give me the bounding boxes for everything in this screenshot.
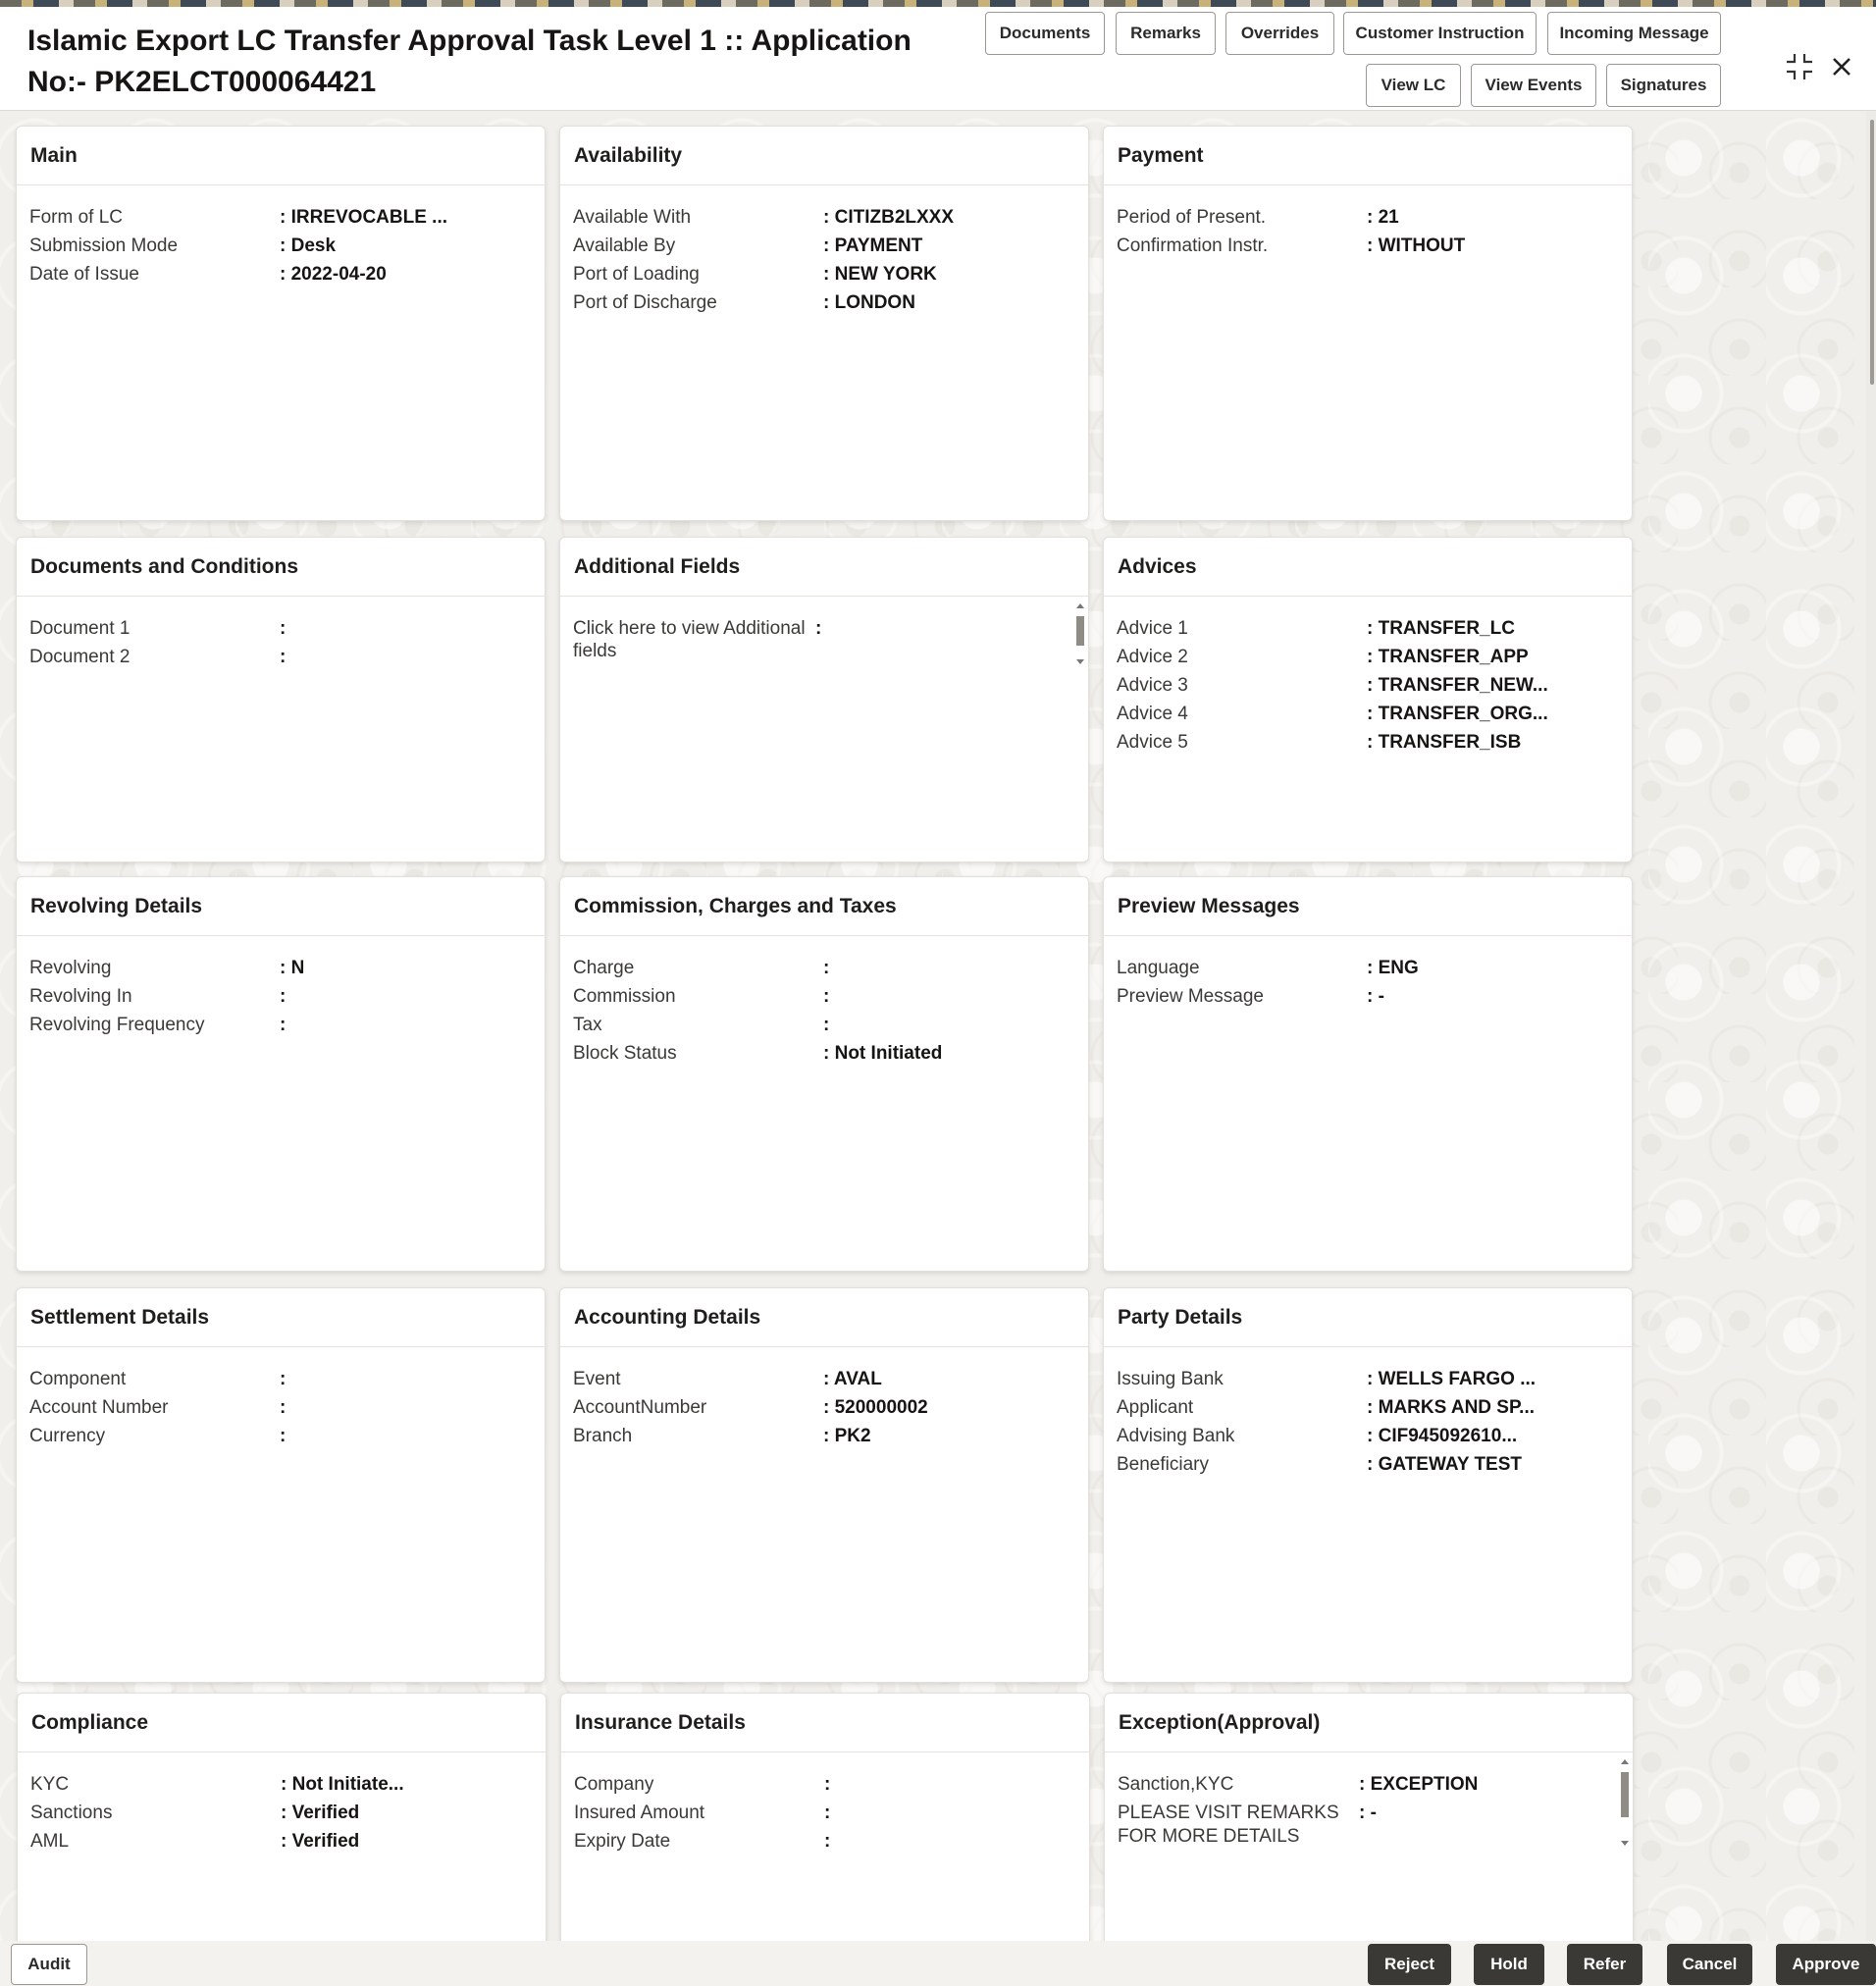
row-label: Charge [573, 958, 635, 978]
component-row [29, 1365, 545, 1393]
revolving-details-card [16, 876, 546, 1272]
kyc-row [30, 1770, 546, 1799]
issuing-bank-row [1117, 1365, 1632, 1393]
row-label: AML [30, 1831, 70, 1852]
revolving-row [29, 954, 545, 982]
preview-messages-card [1103, 876, 1633, 1272]
view-lc-button[interactable]: View LC [1366, 64, 1461, 107]
remarks-button[interactable]: Remarks [1116, 12, 1216, 55]
row-label: Document 1 [29, 618, 130, 639]
commission-card-title: Commission, Charges and Taxes [560, 877, 1088, 936]
sanctions-row [30, 1799, 546, 1827]
page-scrollbar[interactable] [1866, 111, 1876, 1941]
availability-card-title: Availability [560, 127, 1088, 185]
row-value: : Not Initiated [823, 1043, 943, 1064]
row-value: : TRANSFER_ISB [1367, 732, 1522, 753]
row-value: : Verified [281, 1831, 360, 1852]
row-label: Sanctions [30, 1803, 113, 1823]
row-value: : CITIZB2LXXX [823, 207, 955, 228]
preview-messages-card-title: Preview Messages [1104, 877, 1632, 936]
row-value: : [280, 1015, 287, 1035]
row-value: : [280, 1369, 287, 1389]
audit-button[interactable]: Audit [11, 1944, 87, 1985]
row-value: : LONDON [823, 292, 915, 313]
row-label: Port of Discharge [573, 292, 717, 313]
row-value: : [280, 1397, 287, 1418]
advice-4-row [1117, 700, 1632, 728]
row-value: : [824, 1774, 831, 1795]
row-value: : WITHOUT [1367, 235, 1466, 256]
view-events-button[interactable]: View Events [1471, 64, 1596, 107]
applicant-row [1117, 1393, 1632, 1422]
revolving-in-row [29, 982, 545, 1011]
main-card [16, 126, 546, 521]
row-label: Expiry Date [574, 1831, 671, 1852]
main-card-title: Main [17, 127, 545, 185]
refer-button[interactable]: Refer [1567, 1944, 1642, 1985]
row-label: Beneficiary [1117, 1454, 1209, 1475]
row-value: : [280, 1426, 287, 1446]
content-area [0, 111, 1876, 1941]
signatures-button[interactable]: Signatures [1606, 64, 1721, 107]
row-value: : [823, 958, 830, 978]
row-value: : 2022-04-20 [280, 264, 387, 285]
insurance-details-card [560, 1693, 1090, 1941]
row-label: Submission Mode [29, 235, 179, 256]
insurance-details-card-title: Insurance Details [561, 1694, 1089, 1752]
aml-row [30, 1827, 546, 1855]
additional-fields-row[interactable] [573, 614, 1088, 662]
available-with-row [573, 203, 1088, 232]
row-value: : GATEWAY TEST [1367, 1454, 1523, 1475]
block-status-row [573, 1039, 1088, 1068]
account-number-row [29, 1393, 545, 1422]
incoming-message-button[interactable]: Incoming Message [1547, 12, 1721, 55]
row-value: : [280, 618, 287, 639]
row-value: : - [1359, 1803, 1377, 1823]
charge-row [573, 954, 1088, 982]
branch-row [573, 1422, 1088, 1450]
commission-row [573, 982, 1088, 1011]
row-value: : TRANSFER_LC [1367, 618, 1515, 639]
row-value: : TRANSFER_NEW... [1367, 675, 1548, 696]
row-label: Advice 4 [1117, 704, 1188, 724]
row-value: : PAYMENT [823, 235, 923, 256]
row-label: Block Status [573, 1043, 677, 1064]
row-value: : [823, 986, 830, 1007]
payment-card-title: Payment [1104, 127, 1632, 185]
accounting-account-number-row [573, 1393, 1088, 1422]
row-value: : 21 [1367, 207, 1399, 228]
settlement-details-card-title: Settlement Details [17, 1288, 545, 1347]
documents-conditions-card-title: Documents and Conditions [17, 538, 545, 597]
port-of-loading-row [573, 260, 1088, 288]
row-label: Applicant [1117, 1397, 1194, 1418]
row-value: : Verified [281, 1803, 360, 1823]
page-header [0, 7, 1876, 111]
row-label: Event [573, 1369, 621, 1389]
overrides-button[interactable]: Overrides [1225, 12, 1334, 55]
compliance-card-title: Compliance [18, 1694, 546, 1752]
document-2-row [29, 643, 545, 671]
row-label: Confirmation Instr. [1117, 235, 1269, 256]
insured-amount-row [574, 1799, 1089, 1827]
row-label: Date of Issue [29, 264, 139, 285]
advice-1-row [1117, 614, 1632, 643]
advising-bank-row [1117, 1422, 1632, 1450]
row-label: Currency [29, 1426, 106, 1446]
row-value: : - [1367, 986, 1384, 1007]
row-value: : NEW YORK [823, 264, 937, 285]
row-label: Commission [573, 986, 676, 1007]
revolving-details-card-title: Revolving Details [17, 877, 545, 936]
party-details-card-title: Party Details [1104, 1288, 1632, 1347]
commission-charges-taxes-card [559, 876, 1089, 1272]
row-label: Available With [573, 207, 692, 228]
expiry-date-row [574, 1827, 1089, 1855]
additional-fields-card-title: Additional Fields [560, 538, 1088, 597]
row-label: Document 2 [29, 647, 130, 667]
row-value: : TRANSFER_ORG... [1367, 704, 1548, 724]
top-decorative-strip [0, 0, 1876, 7]
close-icon[interactable] [1825, 50, 1858, 83]
row-label: Revolving In [29, 986, 132, 1007]
row-value: : [280, 647, 287, 667]
additional-fields-scrollbar[interactable] [1074, 602, 1086, 665]
row-value: : 520000002 [823, 1397, 928, 1418]
additional-fields-card [559, 537, 1089, 862]
port-of-discharge-row [573, 288, 1088, 317]
row-label: Period of Present. [1117, 207, 1267, 228]
row-label: Issuing Bank [1117, 1369, 1224, 1389]
row-value: : MARKS AND SP... [1367, 1397, 1536, 1418]
row-label: Available By [573, 235, 676, 256]
exception-approval-card-title: Exception(Approval) [1105, 1694, 1633, 1752]
beneficiary-row [1117, 1450, 1632, 1479]
reject-button[interactable]: Reject [1368, 1944, 1451, 1985]
hold-button[interactable]: Hold [1474, 1944, 1544, 1985]
form-of-lc-row [29, 203, 545, 232]
approve-button[interactable]: Approve [1776, 1944, 1876, 1985]
row-label: Preview Message [1117, 986, 1264, 1007]
accounting-details-card [559, 1287, 1089, 1683]
collapse-icon[interactable] [1783, 50, 1816, 83]
row-label: Advice 1 [1117, 618, 1188, 639]
row-label: Advice 3 [1117, 675, 1188, 696]
row-label: Account Number [29, 1397, 169, 1418]
row-value: : PK2 [823, 1426, 871, 1446]
row-label: Revolving [29, 958, 112, 978]
row-label: Advising Bank [1117, 1426, 1235, 1446]
documents-button[interactable]: Documents [985, 12, 1105, 55]
row-value: : [823, 1015, 830, 1035]
advices-card [1103, 537, 1633, 862]
cancel-button[interactable]: Cancel [1667, 1944, 1752, 1985]
row-label: Company [574, 1774, 654, 1795]
row-value: : Desk [280, 235, 337, 256]
compliance-card [17, 1693, 547, 1941]
party-details-card [1103, 1287, 1633, 1683]
row-value: : [824, 1803, 831, 1823]
advice-3-row [1117, 671, 1632, 700]
row-value: : N [280, 958, 305, 978]
revolving-frequency-row [29, 1011, 545, 1039]
row-label: Port of Loading [573, 264, 700, 285]
availability-card [559, 126, 1089, 521]
row-value: : ENG [1367, 958, 1419, 978]
event-row [573, 1365, 1088, 1393]
row-label: PLEASE VISIT REMARKS FOR MORE DETAILS [1118, 1803, 1339, 1847]
advice-2-row [1117, 643, 1632, 671]
row-label: Component [29, 1369, 127, 1389]
row-label: Revolving Frequency [29, 1015, 205, 1035]
row-label: Tax [573, 1015, 602, 1035]
row-label: Insured Amount [574, 1803, 705, 1823]
additional-fields-link[interactable]: Click here to view Additional fields [573, 618, 806, 661]
company-row [574, 1770, 1089, 1799]
row-value: : CIF945092610... [1367, 1426, 1518, 1446]
row-value: : [815, 618, 822, 639]
row-value: : [280, 986, 287, 1007]
confirmation-instruction-row [1117, 232, 1632, 260]
currency-row [29, 1422, 545, 1450]
row-value: : IRREVOCABLE ... [280, 207, 448, 228]
row-label: Sanction,KYC [1118, 1774, 1234, 1795]
row-value: : Not Initiate... [281, 1774, 404, 1795]
remarks-note-row [1118, 1799, 1633, 1849]
row-value: : EXCEPTION [1359, 1774, 1479, 1795]
sanction-kyc-row [1118, 1770, 1633, 1799]
document-1-row [29, 614, 545, 643]
period-of-presentation-row [1117, 203, 1632, 232]
language-row [1117, 954, 1632, 982]
row-label: Advice 2 [1117, 647, 1188, 667]
preview-message-row [1117, 982, 1632, 1011]
row-value: : AVAL [823, 1369, 882, 1389]
exception-approval-card [1104, 1693, 1634, 1941]
row-value: : WELLS FARGO ... [1367, 1369, 1537, 1389]
row-label: AccountNumber [573, 1397, 707, 1418]
row-label: Branch [573, 1426, 633, 1446]
row-label: Language [1117, 958, 1200, 978]
row-value: : TRANSFER_APP [1367, 647, 1529, 667]
documents-conditions-card [16, 537, 546, 862]
row-label: Form of LC [29, 207, 124, 228]
advices-card-title: Advices [1104, 538, 1632, 597]
accounting-details-card-title: Accounting Details [560, 1288, 1088, 1347]
customer-instruction-button[interactable]: Customer Instruction [1343, 12, 1537, 55]
page-title: Islamic Export LC Transfer Approval Task Level 1 :: Application No:- PK2ELCT000064421 [27, 25, 912, 98]
date-of-issue-row [29, 260, 545, 288]
row-label: Advice 5 [1117, 732, 1188, 753]
advice-5-row [1117, 728, 1632, 757]
page-scrollbar-thumb[interactable] [1870, 120, 1874, 385]
row-label: KYC [30, 1774, 70, 1795]
exception-scrollbar[interactable] [1619, 1758, 1631, 1847]
settlement-details-card [16, 1287, 546, 1683]
submission-mode-row [29, 232, 545, 260]
payment-card [1103, 126, 1633, 521]
available-by-row [573, 232, 1088, 260]
tax-row [573, 1011, 1088, 1039]
row-value: : [824, 1831, 831, 1852]
